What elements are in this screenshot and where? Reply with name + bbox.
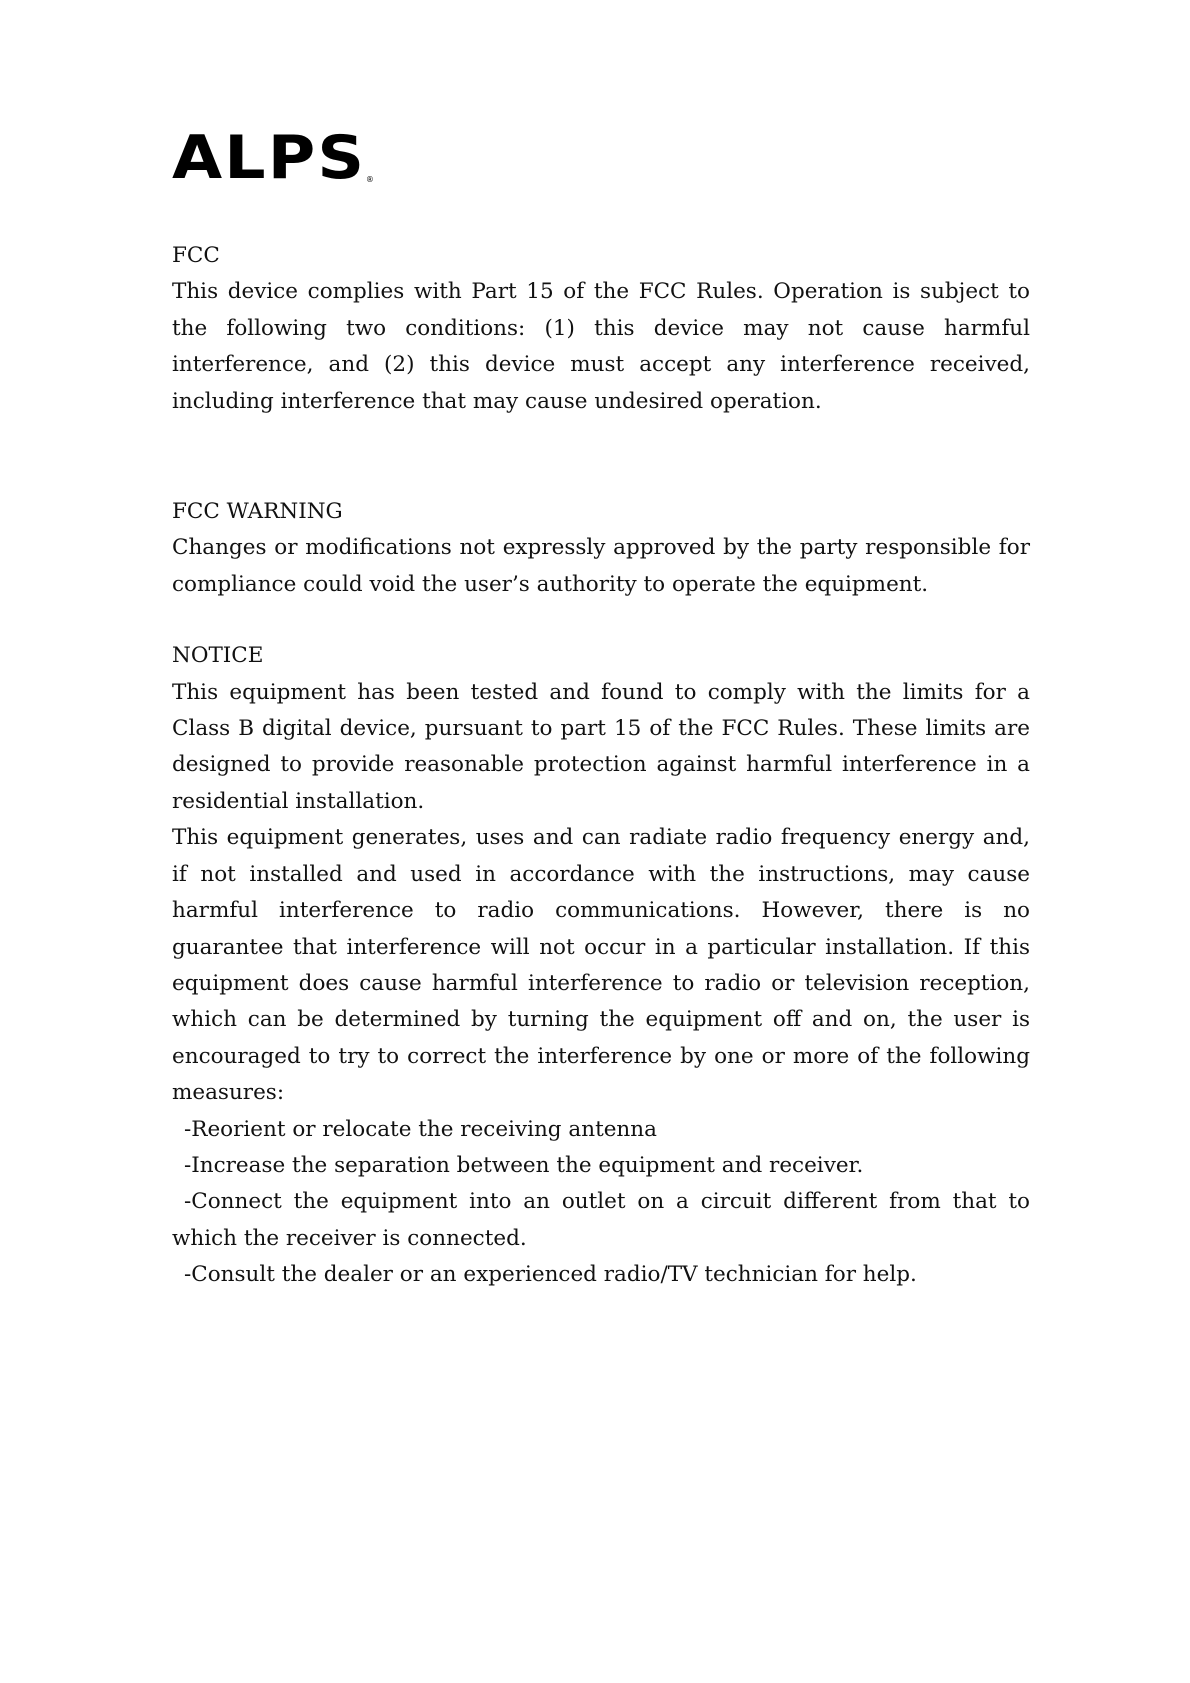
fcc-section bbox=[172, 238, 1030, 420]
alps-logo bbox=[172, 123, 374, 193]
fcc-heading: FCC bbox=[172, 243, 220, 268]
section-spacer bbox=[172, 420, 1030, 494]
fcc-body: This device complies with Part 15 of the FCC Rules. Operation is subject to the following two conditions: (1) this device may not cause harmful interference, and (2) this device must accept any interference received, including interference that may cause undesired operation. bbox=[172, 279, 1030, 414]
section-spacer bbox=[172, 603, 1030, 638]
document-body bbox=[172, 238, 1030, 1294]
logo-wordmark: ALPS bbox=[172, 123, 367, 193]
fcc-warning-heading: FCC WARNING bbox=[172, 499, 343, 525]
measure-item: -Reorient or relocate the receiving antenna bbox=[184, 1116, 657, 1142]
fcc-warning-body: Changes or modifications not expressly approved by the party responsible for compliance could void the user’s authority to operate the equipment. bbox=[172, 535, 1030, 597]
fcc-warning-section bbox=[172, 494, 1030, 603]
notice-section bbox=[172, 638, 1030, 1293]
notice-paragraph-1: This equipment has been tested and found to comply with the limits for a Class B digital device, pursuant to part 15 of the FCC Rules. These limits are designed to provide reasonable protection against harmful interference in a residential installation. bbox=[172, 679, 1030, 814]
measure-item: -Connect the equipment into an outlet on a circuit different from that to which the receiver is connected. bbox=[172, 1189, 1030, 1251]
notice-heading: NOTICE bbox=[172, 643, 264, 669]
notice-paragraph-2: This equipment generates, uses and can radiate radio frequency energy and, if not installed and used in accordance with the instructions, may cause harmful interference to radio communications. However, there is no guarantee that interference will not occur in a particular installation. If this equipment does cause harmful interference to radio or television reception, which can be determined by turning the equipment off and on, the user is encouraged to try to correct the interference by one or more of the following measures: bbox=[172, 825, 1030, 1106]
registered-mark: ® bbox=[365, 175, 374, 184]
measure-item: -Consult the dealer or an experienced radio/TV technician for help. bbox=[184, 1262, 917, 1288]
measure-item: -Increase the separation between the equipment and receiver. bbox=[184, 1152, 864, 1178]
